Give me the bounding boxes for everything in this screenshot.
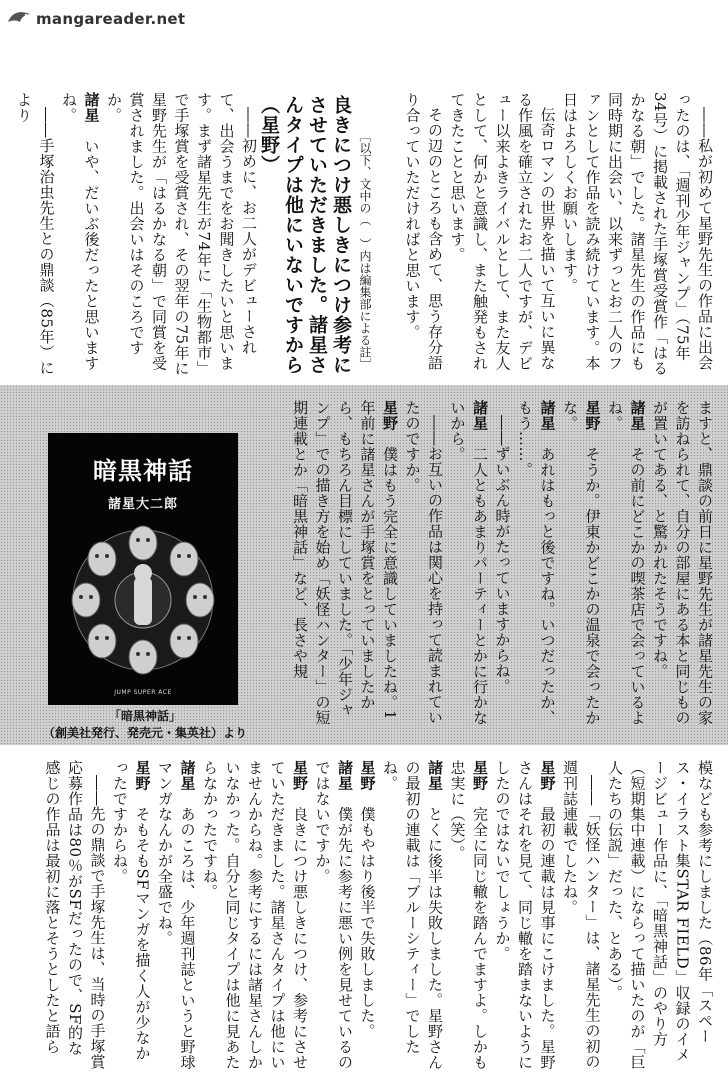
dialogue-text: とくに後半は失敗しました。星野さんの最初の連載は「ブルーシティー」でしたね。	[381, 760, 444, 1070]
dialogue-text: あれはもっと後ですね。いつだったか、もう……。	[516, 400, 557, 726]
dialogue-line	[559, 400, 604, 730]
dialogue-text: 僕が先に参考に悪い例を見せているのではないですか。	[313, 760, 354, 1070]
book-title: 暗黒神話	[93, 457, 193, 485]
paragraph: ――先の鼎談で手塚先生は、当時の手塚賞応募作品は80％がSFだったので、SF的な感じの作品は最初に落とそうとしたと語ら	[43, 760, 107, 1070]
speaker-label: 星野	[583, 400, 602, 431]
dialogue-line	[311, 760, 356, 1070]
paragraph: 伝奇ロマンの世界を描いて互いに異なる作風を確立されたお二人ですが、デビュー以来よきライバルとして、また友人として、何かと意識し、また触発もされてきたことと思います。	[448, 92, 557, 371]
speaker-label: 星野	[358, 760, 377, 791]
paragraph: ――お互いの作品は関心を持って読まれていたのですか。	[403, 400, 444, 725]
dialogue-text: 良きにつけ悪しきにつけ、参考にさせていただきました。諸星さんタイプは他にいませんからね。参考にするには諸星さんしかいなかった。自分と同じタイプは他に見あたらなかったですね。	[201, 760, 309, 1070]
article-middle-right	[261, 400, 716, 730]
speaker-label: 諸星	[426, 760, 444, 791]
paragraph: ――「妖怪ハンター」は、諸星先生の初の週刊誌連載でしたね。	[561, 760, 602, 1070]
book-caption	[30, 708, 260, 742]
speaker-label: 星野	[471, 760, 489, 791]
dialogue-line	[58, 92, 103, 377]
article-top-left	[15, 92, 260, 377]
dialogue-text: 最初の連載は見事にこけました。星野さんはそれを見て、同じ轍を踏まないようにしたのではないでしょうか。	[493, 760, 557, 1070]
paragraph: 模なども参考にしました（86年「スペース・イラスト集STAR FIELD」収録のイメージビュー作品に、「暗黒神話」のやり方（短期集中連載）にならって描いたのが「巨人たちの伝説」だった、とある）。	[606, 760, 714, 1070]
dialogue-line	[446, 760, 491, 1070]
dialogue-text: いや、だいぶ後だったと思いますね。	[60, 92, 101, 371]
speaker-label: 諸星	[538, 400, 557, 431]
pull-quote-headline: 良きにつけ悪しきにつけ参考にさせていただきました。諸星さんタイプは他にいないですから（星野）	[258, 95, 352, 375]
editor-note: ［以下、文中の（ ）内は編集部による註］	[358, 130, 372, 370]
dialogue-text: その前にどこかの喫茶店で会っているよね。	[606, 400, 647, 726]
site-logo-text: mangareader.net	[36, 10, 186, 28]
article-top-right	[403, 92, 716, 377]
dialogue-text: 二人ともあまりパーティーとかに行かないから。	[448, 400, 489, 726]
dialogue-line	[379, 760, 447, 1070]
dialogue-line	[199, 760, 312, 1070]
dialogue-line	[446, 400, 491, 730]
paragraph: その辺のところも含めて、思う存分語り合っていただければと思います。	[403, 92, 444, 371]
book-author: 諸星大二郎	[107, 497, 178, 512]
caption-credit: （創美社発行、発売元・集英社）より	[42, 726, 247, 740]
speaker-label: 諸星	[336, 760, 354, 791]
paragraph: ――手塚治虫先生との鼎談（85年）により	[15, 92, 56, 376]
paragraph: ――ずいぶん時がたっていますからね。	[493, 415, 512, 694]
mandala-faces-icon	[58, 515, 228, 685]
paragraph: ますと、鼎談の前日に星野先生が諸星先生の家を訪ねられて、自分の部屋にある本と同じものが置いてある、と驚かれたそうですね。	[651, 400, 714, 726]
speaker-label: 星野	[538, 760, 557, 791]
paragraph: ――私が初めて星野先生の作品に出会ったのは、「週刊少年ジャンプ」（75年34号）に掲載された手塚賞受賞作「はるかなる朝」でした。諸星先生の作品にも同時期に出会い、以来ずっとお二人のファンとして作品を読み続けています。本日はよろしくお願いします。	[561, 92, 714, 376]
book-publisher: JUMP SUPER ACE	[114, 689, 172, 696]
bird-logo-icon	[6, 8, 32, 30]
dialogue-text: そもそもSFマンガを描く人が少なかったですからね。	[111, 760, 152, 1061]
article-bottom	[16, 760, 716, 1070]
dialogue-line	[514, 400, 559, 730]
dialogue-line	[604, 400, 649, 730]
dialogue-line	[356, 760, 379, 1070]
book-cover-image	[48, 433, 238, 705]
dialogue-line	[109, 760, 154, 1070]
caption-title: 「暗黒神話」	[108, 709, 181, 723]
dialogue-line	[289, 400, 402, 730]
speaker-label: 諸星	[82, 92, 101, 123]
dialogue-line	[154, 760, 199, 1070]
dialogue-text: 完全に同じ轍を踏んでますよ。しかも忠実に（笑）。	[448, 760, 489, 1070]
dialogue-line	[491, 760, 559, 1070]
dialogue-text: あのころは、少年週刊誌というと野球マンガなんかが全盛でね。	[156, 760, 197, 1070]
speaker-label: 星野	[381, 400, 399, 431]
site-logo[interactable]	[6, 6, 185, 32]
dialogue-text: 僕もやはり後半で失敗しました。	[358, 806, 377, 1039]
speaker-label: 諸星	[178, 760, 197, 791]
speaker-label: 諸星	[628, 400, 647, 431]
paragraph: ――初めに、お二人がデビューされて、出会うまでをお聞きしたいと思います。まず諸星先生が74年に「生物都市」で手塚賞を受賞され、その翌年の75年に星野先生が「はるかなる朝」で同賞を受賞されました。出会いはそのころですか。	[105, 92, 258, 376]
speaker-label: 星野	[133, 760, 152, 791]
speaker-label: 星野	[291, 760, 309, 791]
speaker-label: 諸星	[471, 400, 489, 431]
dialogue-text: そうか。伊東かどこかの温泉で会ったかな。	[561, 400, 602, 726]
dialogue-text: 僕はもう完全に意識していましたね。1年前に諸星さんが手塚賞をとっていましたから、もちろん目標にしていました。「少年ジャンプ」での描き方を始め「妖怪ハンター」の短期連載とか「暗黒神話」など、長さや規	[291, 400, 399, 726]
